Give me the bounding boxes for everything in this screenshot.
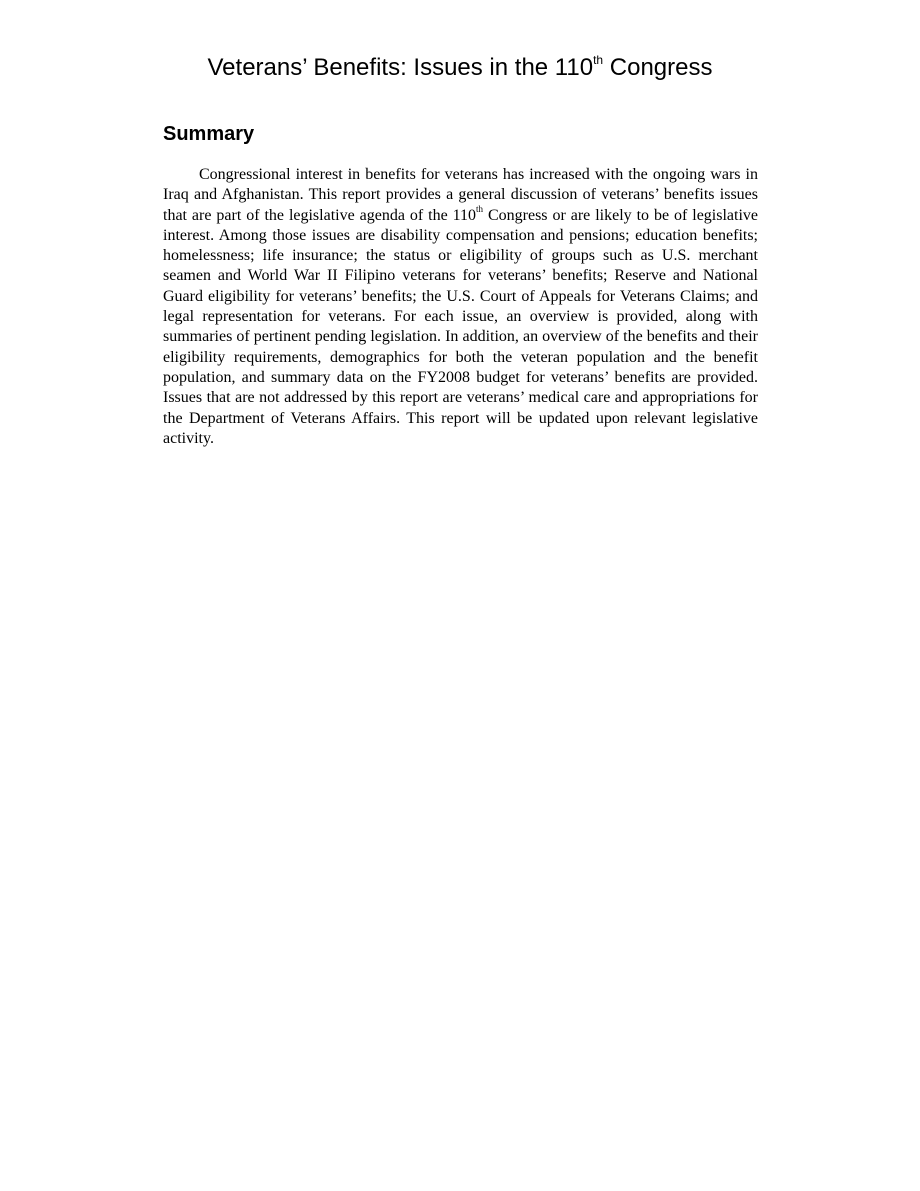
document-title-superscript: th: [593, 53, 604, 67]
summary-text-part-2: Congress or are likely to be of legislative interest. Among those issues are disability compensation and pensions; education benefits; homelessness; life insurance; the status or eligibility of groups such as U.S. merchant seamen and World War II Filipino veterans for veterans’ benefits; Reserve and National Guard eligibility for veterans’ benefits; the U.S. Court of Appeals for Veterans Claims; and legal representation for veterans. For each issue, an overview is provided, along with summaries of pertinent pending legislation. In addition, an overview of the benefits and their eligibility requirements, demographics for both the veteran population and the benefit population, and summary data on the FY2008 budget for veterans’ benefits are provided. Issues that are not addressed by this report are veterans’ medical care and appropriations for the Department of Veterans Affairs. This report will be updated upon relevant legislative activity.: [163, 206, 759, 447]
document-title: [0, 52, 920, 84]
summary-superscript: th: [476, 204, 484, 215]
summary-text-part-1: Congressional interest in benefits for veterans has increased with the ongoing wars in Iraq and Afghanistan. This report provides a general discussion of veterans’ benefits issues that are part of the legislative agenda of the 110: [163, 166, 758, 224]
document-title-suffix: Congress: [603, 54, 713, 81]
document-title-prefix: Veterans’ Benefits: Issues in the 110: [207, 54, 594, 81]
summary-paragraph: [163, 165, 758, 449]
section-heading-summary: Summary: [163, 123, 255, 145]
